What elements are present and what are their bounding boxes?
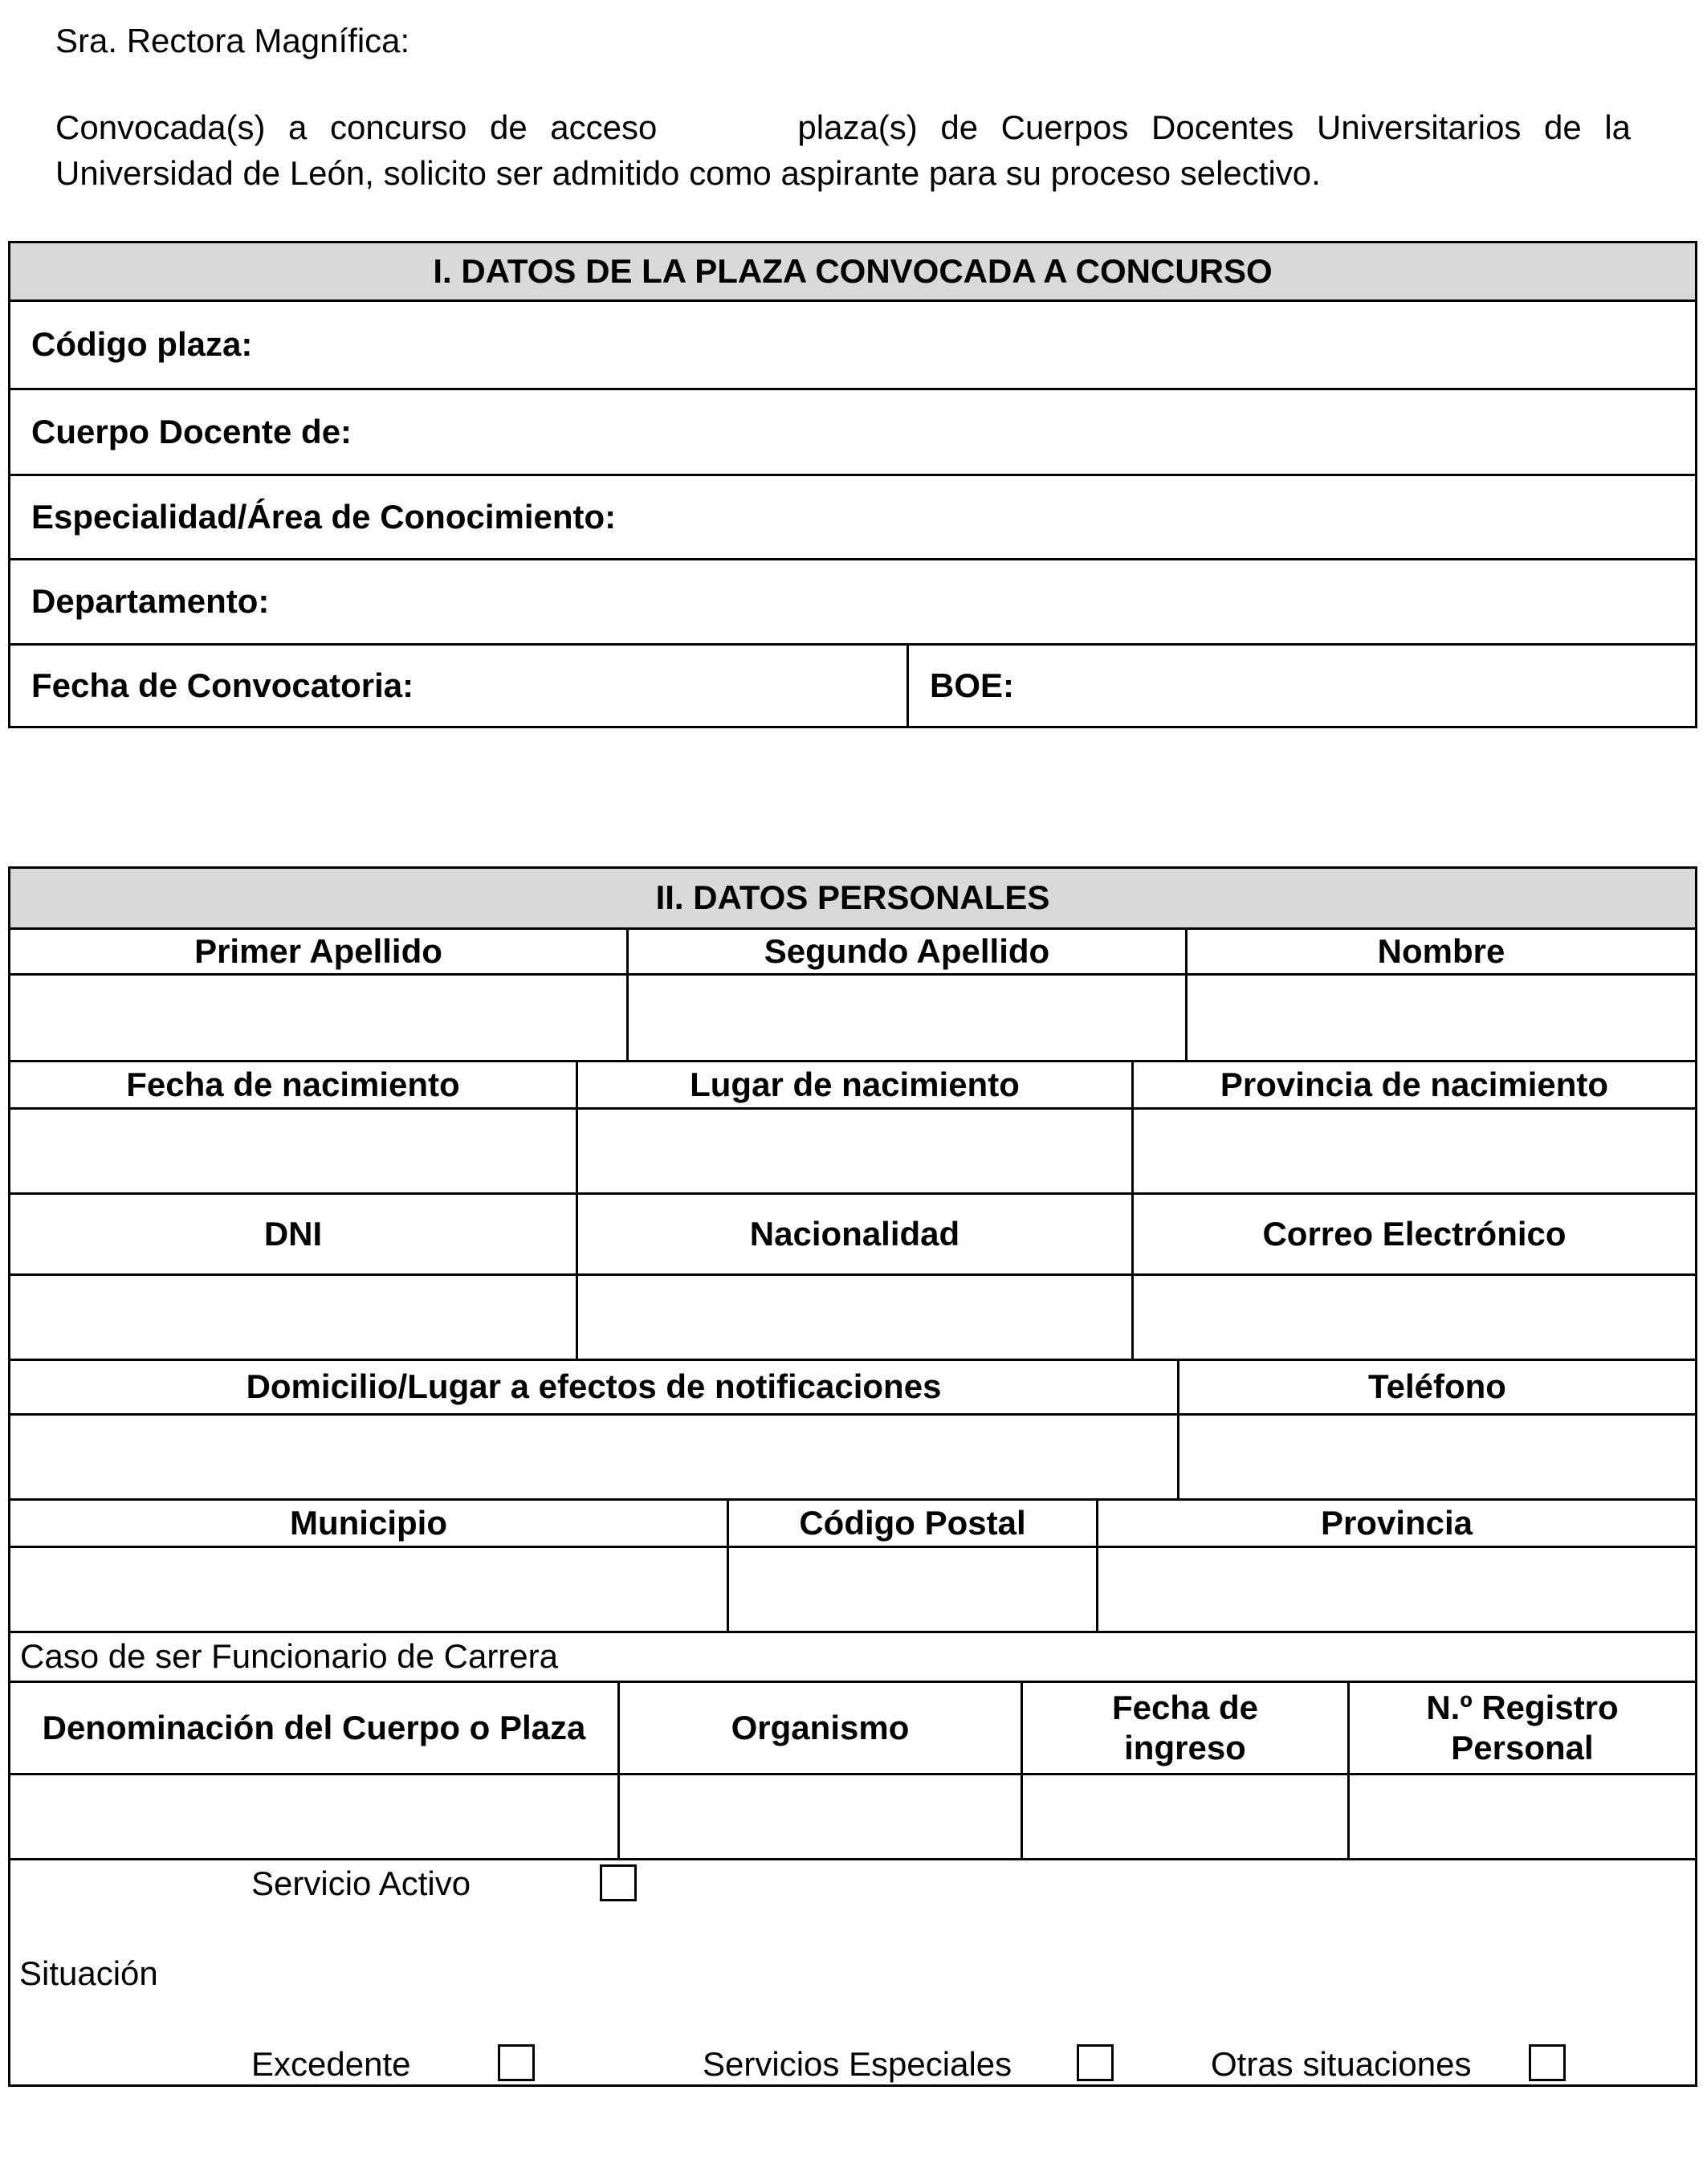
input-organismo[interactable] bbox=[617, 1773, 1023, 1860]
input-primer-apellido[interactable] bbox=[8, 973, 629, 1062]
label-correo: Correo Electrónico bbox=[1131, 1192, 1697, 1276]
field-boe[interactable]: BOE: bbox=[906, 643, 1697, 728]
input-provincia[interactable] bbox=[1096, 1546, 1697, 1633]
input-nacionalidad[interactable] bbox=[576, 1273, 1134, 1361]
input-domicilio[interactable] bbox=[8, 1413, 1179, 1501]
field-departamento[interactable]: Departamento: bbox=[8, 558, 1697, 646]
input-lugar-nacimiento[interactable] bbox=[576, 1107, 1134, 1195]
input-correo[interactable] bbox=[1131, 1273, 1697, 1361]
label-nacionalidad: Nacionalidad bbox=[576, 1192, 1134, 1276]
input-provincia-nacimiento[interactable] bbox=[1131, 1107, 1697, 1195]
field-especialidad[interactable]: Especialidad/Área de Conocimiento: bbox=[8, 474, 1697, 560]
checkbox-excedente[interactable] bbox=[498, 2044, 535, 2081]
section2-header: II. DATOS PERSONALES bbox=[8, 866, 1697, 930]
label-fecha-ingreso: Fecha de ingreso bbox=[1021, 1681, 1350, 1775]
input-fecha-ingreso[interactable] bbox=[1021, 1773, 1350, 1860]
intro-part2: plaza(s) de Cuerpos Docentes Universitarios de la Universidad de León, solicito ser admitido como aspirante para su proceso selectivo. bbox=[55, 108, 1632, 192]
label-fecha-nacimiento: Fecha de nacimiento bbox=[8, 1060, 578, 1110]
situacion-label: Situación bbox=[19, 1954, 158, 1992]
label-lugar-nacimiento: Lugar de nacimiento bbox=[576, 1060, 1134, 1110]
label-denominacion: Denominación del Cuerpo o Plaza bbox=[8, 1681, 620, 1775]
label-dni: DNI bbox=[8, 1192, 578, 1276]
option-otras-situaciones-label: Otras situaciones bbox=[1211, 2045, 1472, 2083]
label-nombre: Nombre bbox=[1185, 927, 1697, 976]
checkbox-servicios-especiales[interactable] bbox=[1077, 2044, 1114, 2081]
input-dni[interactable] bbox=[8, 1273, 578, 1361]
label-provincia: Provincia bbox=[1096, 1498, 1697, 1548]
field-cuerpo-docente[interactable]: Cuerpo Docente de: bbox=[8, 388, 1697, 476]
field-codigo-plaza[interactable]: Código plaza: bbox=[8, 299, 1697, 390]
label-municipio: Municipio bbox=[8, 1498, 729, 1548]
input-denominacion[interactable] bbox=[8, 1773, 620, 1860]
checkbox-servicio-activo[interactable] bbox=[600, 1864, 637, 1901]
input-nombre[interactable] bbox=[1185, 973, 1697, 1062]
option-servicio-activo-label: Servicio Activo bbox=[251, 1864, 471, 1902]
label-segundo-apellido: Segundo Apellido bbox=[626, 927, 1188, 976]
salutation: Sra. Rectora Magnífica: bbox=[55, 22, 410, 59]
input-registro-personal[interactable] bbox=[1347, 1773, 1697, 1860]
input-fecha-nacimiento[interactable] bbox=[8, 1107, 578, 1195]
label-registro-personal: N.º Registro Personal bbox=[1347, 1681, 1697, 1775]
funcionario-caption: Caso de ser Funcionario de Carrera bbox=[8, 1631, 1697, 1683]
input-municipio[interactable] bbox=[8, 1546, 729, 1633]
label-domicilio: Domicilio/Lugar a efectos de notificaciones bbox=[8, 1359, 1179, 1416]
label-primer-apellido: Primer Apellido bbox=[8, 927, 629, 976]
input-codigo-postal[interactable] bbox=[727, 1546, 1098, 1633]
label-organismo: Organismo bbox=[617, 1681, 1023, 1775]
section1-header: I. DATOS DE LA PLAZA CONVOCADA A CONCURSO bbox=[8, 241, 1697, 302]
checkbox-otras-situaciones[interactable] bbox=[1529, 2044, 1566, 2081]
option-excedente-label: Excedente bbox=[251, 2045, 411, 2083]
option-servicios-especiales-label: Servicios Especiales bbox=[703, 2045, 1012, 2083]
input-telefono[interactable] bbox=[1177, 1413, 1697, 1501]
label-telefono: Teléfono bbox=[1177, 1359, 1697, 1416]
input-segundo-apellido[interactable] bbox=[626, 973, 1188, 1062]
intro-paragraph bbox=[55, 104, 1631, 196]
intro-part1: Convocada(s) a concurso de acceso bbox=[55, 108, 658, 146]
label-codigo-postal: Código Postal bbox=[727, 1498, 1098, 1548]
field-fecha-convocatoria[interactable]: Fecha de Convocatoria: bbox=[8, 643, 909, 728]
label-provincia-nacimiento: Provincia de nacimiento bbox=[1131, 1060, 1697, 1110]
